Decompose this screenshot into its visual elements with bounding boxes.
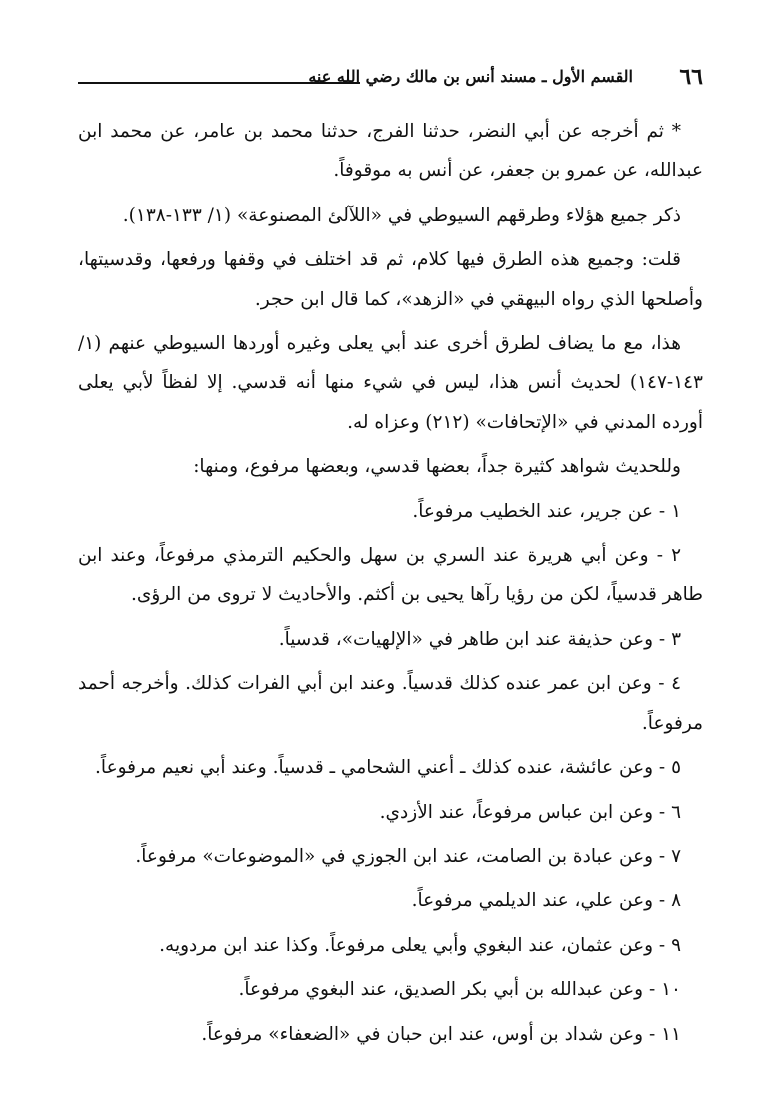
list-item-8: ٨ - وعن علي، عند الديلمي مرفوعاً. — [411, 890, 681, 912]
paragraph-3: قلت: وجميع هذه الطرق فيها كلام، ثم قد اختلف في وقفها ورفعها، وقدسيتها، وأصلحها الذي رواه البيهقي في «الزهد»، كما قال ابن حجر. — [78, 249, 703, 310]
page-body — [78, 112, 703, 1059]
list-item-2: ٢ - وعن أبي هريرة عند السري بن سهل والحكيم الترمذي مرفوعاً، وعند ابن طاهر قدسياً، لكن من رؤيا رآها يحيى بن أكثم. والأحاديث لا تروى من الرؤى. — [78, 545, 703, 606]
list-item-9: ٩ - وعن عثمان، عند البغوي وأبي يعلى مرفوعاً. وكذا عند ابن مردويه. — [159, 934, 681, 956]
page-header — [78, 60, 703, 94]
list-item-5: ٥ - وعن عائشة، عنده كذلك ـ أعني الشحامي ـ قدسياً. وعند أبي نعيم مرفوعاً. — [95, 757, 681, 779]
list-item-11: ١١ - وعن شداد بن أوس، عند ابن حبان في «الضعفاء» مرفوعاً. — [201, 1023, 681, 1045]
list-item-10: ١٠ - وعن عبدالله بن أبي بكر الصديق، عند البغوي مرفوعاً. — [238, 979, 681, 1001]
list-item-1: ١ - عن جرير، عند الخطيب مرفوعاً. — [412, 500, 681, 522]
paragraph-5: وللحديث شواهد كثيرة جداً، بعضها قدسي، وبعضها مرفوع، ومنها: — [193, 456, 681, 478]
paragraph-4: هذا، مع ما يضاف لطرق أخرى عند أبي يعلى وغيره أوردها السيوطي عنهم (١/ ١٤٣-١٤٧) لحديث أنس هذا، ليس في شيء منها أنه قدسي. إلا لفظاً لأبي يعلى أورده المدني في «الإتحافات» (٢١٢) وعزاه له. — [78, 333, 703, 433]
page-number: ٦٦ — [679, 64, 703, 90]
paragraph-2: ذكر جميع هؤلاء وطرقهم السيوطي في «اللآلئ المصنوعة» (١/ ١٣٣-١٣٨). — [122, 204, 681, 226]
running-title: القسم الأول ـ مسند أنس بن مالك رضي الله عنه — [308, 67, 633, 86]
list-item-7: ٧ - وعن عبادة بن الصامت، عند ابن الجوزي في «الموضوعات» مرفوعاً. — [135, 845, 681, 867]
header-rule — [78, 82, 360, 84]
paragraph-1: * ثم أخرجه عن أبي النضر، حدثنا الفرج، حدثنا محمد بن عامر، عن محمد ابن عبدالله، عن عمرو بن جعفر، عن أنس به موقوفاً. — [78, 121, 703, 182]
list-item-3: ٣ - وعن حذيفة عند ابن طاهر في «الإلهيات»، قدسياً. — [278, 628, 681, 650]
list-item-6: ٦ - وعن ابن عباس مرفوعاً، عند الأزدي. — [379, 801, 681, 823]
list-item-4: ٤ - وعن ابن عمر عنده كذلك قدسياً. وعند ابن أبي الفرات كذلك. وأخرجه أحمد مرفوعاً. — [78, 673, 703, 734]
